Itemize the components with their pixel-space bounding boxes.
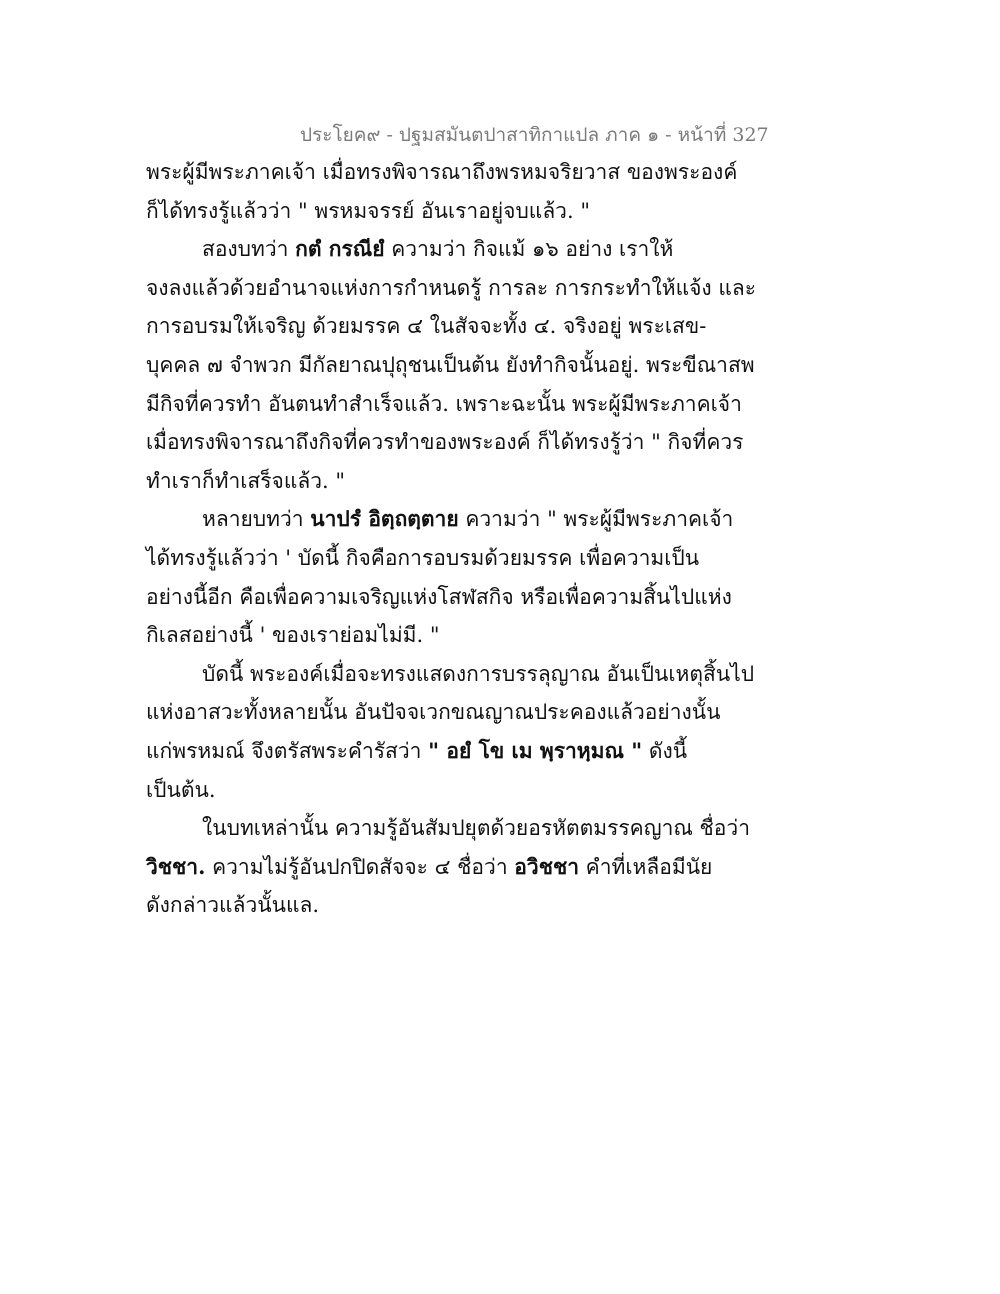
text-line (146, 500, 734, 539)
text-segment: กิเลสอย่างนี้ ' ของเราย่อมไม่มี. " (146, 623, 440, 648)
text-segment: หลายบทว่า (202, 507, 311, 532)
text-segment: คำที่เหลือมีนัย (579, 854, 713, 879)
text-segment: การอบรมให้เจริญ ด้วยมรรค ๔ ในสัจจะทั้ง ๔. จริงอยู่ พระเสข- (146, 314, 707, 339)
bold-term: " อยํ โข เม พฺราหฺมณ " (428, 737, 643, 763)
bold-term: กตํ กรณียํ (295, 236, 385, 262)
text-line (146, 732, 726, 771)
text-segment: แก่พรหมณ์ จึงตรัสพระคำรัสว่า (146, 738, 429, 763)
bold-term: วิชชา. (146, 853, 206, 879)
text-line (146, 346, 755, 385)
text-segment: พระผู้มีพระภาคเจ้า เมื่อทรงพิจารณาถึงพรหมจริยวาส ของพระองค์ (146, 160, 738, 184)
text-segment: แห่งอาสวะทั้งหลายนั้น อันปัจจเวกขณญาณประคองแล้วอย่างนั้น (146, 700, 721, 725)
text-segment: เป็นต้น. (146, 777, 216, 802)
text-line (146, 886, 726, 925)
text-segment: ความว่า กิจแม้ ๑๖ อย่าง เราให้ (384, 237, 674, 262)
text-line (146, 192, 726, 231)
bold-term: อวิชชา (514, 853, 579, 879)
text-segment: จงลงแล้วด้วยอำนาจแห่งการกำหนดรู้ การละ การกระทำให้แจ้ง และ (146, 275, 757, 300)
text-line (146, 269, 757, 308)
text-segment: เมื่อทรงพิจารณาถึงกิจที่ควรทำของพระองค์ ก็ได้ทรงรู้ว่า " กิจที่ควร (146, 430, 744, 455)
text-line (146, 809, 750, 848)
text-line (146, 655, 755, 694)
text-segment: มีกิจที่ควรทำ อันตนทำสำเร็จแล้ว. เพราะฉะนั้น พระผู้มีพระภาคเจ้า (146, 391, 742, 416)
text-line (146, 153, 738, 192)
text-line (146, 462, 726, 501)
text-segment: อย่างนี้อีก คือเพื่อความเจริญแห่งโสฬสกิจ หรือเพื่อความสิ้นไปแห่ง (146, 584, 732, 609)
text-line (146, 771, 726, 810)
text-segment: สองบทว่า (202, 237, 296, 262)
text-line (146, 385, 742, 424)
text-segment: ดังนี้ (642, 738, 688, 763)
text-line (146, 230, 726, 269)
text-segment: ก็ได้ทรงรู้แล้วว่า " พรหมจรรย์ อันเราอยู่จบแล้ว. " (146, 198, 590, 223)
page-header: ประโยค๙ - ปฐมสมันตปาสาทิกาแปล ภาค ๑ - หน้าที่ 327 (300, 124, 769, 146)
text-line (146, 423, 744, 462)
text-line (146, 693, 726, 732)
text-segment: ความว่า " พระผู้มีพระภาคเจ้า (458, 507, 734, 532)
text-segment: ดังกล่าวแล้วนั้นแล. (146, 893, 320, 918)
body-text (146, 153, 757, 925)
text-segment: บุคคล ๗ จำพวก มีกัลยาณปุถุชนเป็นต้น ยังทำกิจนั้นอยู่. พระขีณาสพ (146, 352, 755, 377)
text-segment: บัดนี้ พระองค์เมื่อจะทรงแสดงการบรรลุญาณ อันเป็นเหตุสิ้นไป (202, 661, 755, 686)
text-line (146, 539, 726, 578)
text-segment: ได้ทรงรู้แล้วว่า ' บัดนี้ กิจคือการอบรมด้วยมรรค เพื่อความเป็น (146, 545, 700, 570)
text-line (146, 578, 732, 617)
text-segment: ในบทเหล่านั้น ความรู้อันสัมปยุตด้วยอรหัตตมรรคญาณ ชื่อว่า (202, 816, 750, 841)
text-segment: ความไม่รู้อันปกปิดสัจจะ ๔ ชื่อว่า (205, 854, 515, 879)
bold-term: นาปรํ อิตฺถตฺตาย (310, 506, 459, 532)
text-line (146, 616, 726, 655)
text-line (146, 307, 726, 346)
text-line (146, 848, 726, 887)
text-segment: ทำเราก็ทำเสร็จแล้ว. " (146, 468, 346, 493)
